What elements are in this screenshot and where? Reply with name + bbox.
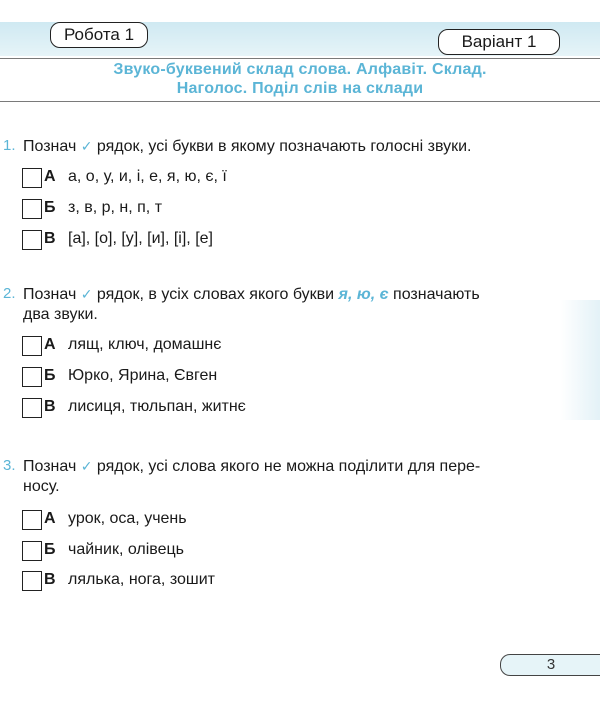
option-letter: А	[44, 168, 56, 185]
option-letter: Б	[44, 199, 56, 216]
highlighted-letters: я, ю, є	[338, 286, 389, 303]
option-text: лисиця, тюльпан, житнє	[68, 398, 246, 415]
task-prompt-tail: позначають	[393, 286, 480, 303]
answer-checkbox[interactable]	[22, 168, 42, 188]
task-prompt	[23, 456, 543, 497]
answer-checkbox[interactable]	[22, 541, 42, 561]
option-letter: Б	[44, 367, 56, 384]
option-text: а, о, у, и, і, е, я, ю, є, ї	[68, 168, 227, 185]
option-letter: А	[44, 336, 56, 353]
option-text: з, в, р, н, п, т	[68, 199, 163, 216]
work-label: Робота 1	[50, 22, 148, 48]
task-prompt-rest: рядок, усі букви в якому позначають голосні звуки.	[96, 138, 472, 155]
option-letter: В	[44, 230, 56, 247]
topic-title-line2: Наголос. Поділ слів на склади	[176, 80, 424, 97]
topic-divider-bottom	[0, 101, 600, 102]
topic-title	[0, 60, 600, 98]
check-mark-icon: ✓	[80, 286, 93, 302]
option-text: лящ, ключ, домашнє	[68, 336, 222, 353]
answer-checkbox[interactable]	[22, 230, 42, 250]
edge-tint	[560, 300, 600, 420]
variant-label: Варіант 1	[438, 29, 560, 55]
option-letter: В	[44, 571, 56, 588]
answer-checkbox[interactable]	[22, 510, 42, 530]
option-text: чайник, олівець	[68, 541, 184, 558]
option-letter: А	[44, 510, 56, 527]
task-prompt	[23, 284, 543, 325]
option-letter: Б	[44, 541, 56, 558]
task-prompt	[23, 136, 543, 157]
task-prompt-rest: рядок, в усіх словах якого букви	[96, 286, 335, 303]
option-text: лялька, нога, зошит	[68, 571, 215, 588]
option-text: урок, оса, учень	[68, 510, 187, 527]
task-prompt-verb: Познач	[23, 138, 77, 155]
answer-checkbox[interactable]	[22, 398, 42, 418]
check-mark-icon: ✓	[80, 458, 93, 474]
answer-checkbox[interactable]	[22, 367, 42, 387]
page-number: 3	[500, 654, 600, 676]
task-prompt-line2: два звуки.	[23, 306, 98, 323]
task-number: 2.	[3, 285, 16, 302]
topic-divider-top	[0, 58, 600, 59]
answer-checkbox[interactable]	[22, 199, 42, 219]
task-number: 3.	[3, 457, 16, 474]
task-number: 1.	[3, 137, 16, 154]
option-letter: В	[44, 398, 56, 415]
option-text: Юрко, Ярина, Євген	[68, 367, 218, 384]
task-prompt-rest: рядок, усі слова якого не можна поділити для пере-	[96, 458, 481, 475]
task-prompt-verb: Познач	[23, 286, 77, 303]
answer-checkbox[interactable]	[22, 571, 42, 591]
task-prompt-verb: Познач	[23, 458, 77, 475]
topic-title-line1: Звуко-буквений склад слова. Алфавіт. Склад.	[113, 61, 487, 78]
option-text: [а], [о], [у], [и], [і], [е]	[68, 230, 213, 247]
task-prompt-line2: носу.	[23, 478, 60, 495]
answer-checkbox[interactable]	[22, 336, 42, 356]
check-mark-icon: ✓	[80, 138, 93, 154]
